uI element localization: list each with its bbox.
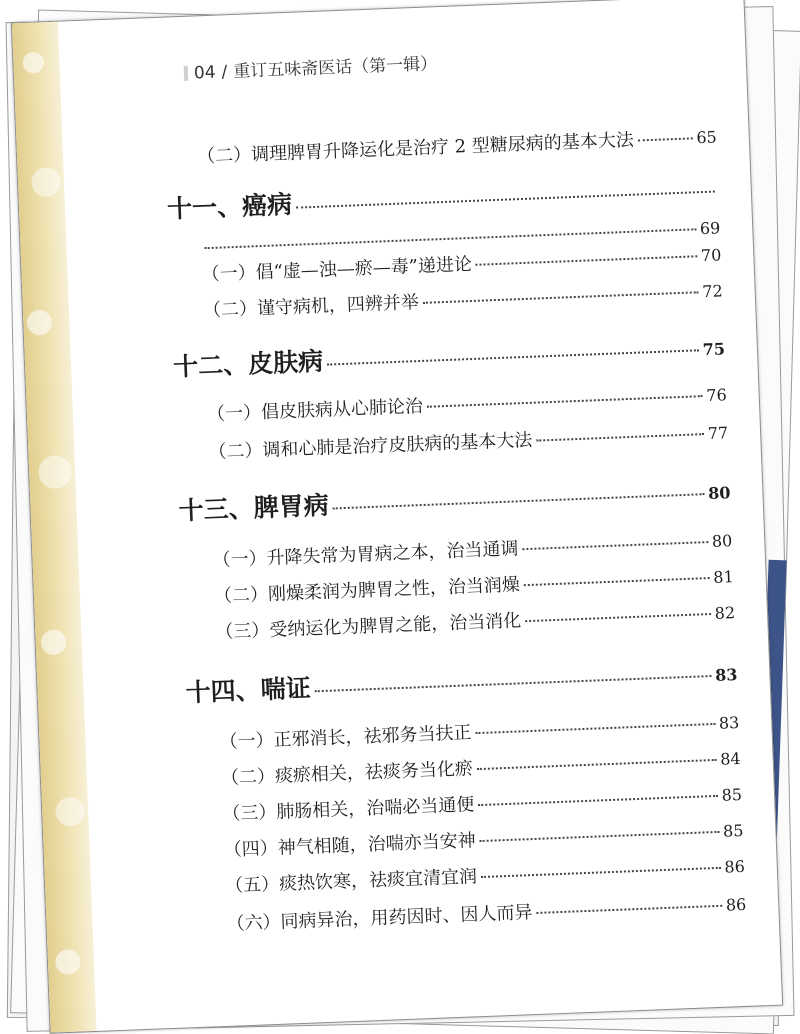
toc-section-heading[interactable] [166,168,719,225]
toc-entry-page: 70 [700,245,722,266]
toc-leader-dots [475,723,715,734]
toc-leader-dots [296,191,715,209]
toc-entry-label: （五）痰热饮寒，祛痰宜清宜润 [224,866,478,897]
toc-leader-dots [333,493,705,509]
toc-leader-dots [427,395,703,408]
toc-leader-dots [524,577,710,586]
toc-leader-dots [536,905,722,914]
toc-leader-dots [522,541,708,550]
toc-entry-label: （一）倡“虚—浊—瘀—毒”递进论 [201,253,473,286]
document-page [11,0,783,1034]
toc-entry-page: 85 [721,784,743,805]
toc-entry-page: 77 [707,423,729,444]
toc-section-page: 80 [707,483,731,504]
toc-entry-label: （一）正邪消长，祛邪务当扶正 [219,722,472,753]
toc-entry-page: 65 [696,127,718,148]
toc-leader-dots [480,831,720,842]
toc-leader-dots [423,291,699,304]
toc-section-heading[interactable] [172,326,725,383]
toc-section-label: 十二、皮肤病 [172,346,324,382]
toc-entry-label: （二）痰瘀相关，祛痰务当化瘀 [220,758,474,789]
toc-entry[interactable] [226,890,747,936]
toc-section-page: 75 [702,339,726,360]
toc-entry-page: 83 [718,713,740,733]
toc-section-label: 十三、脾胃病 [178,490,330,526]
toc-leader-dots [327,349,699,365]
toc-entry-page: 69 [699,218,721,239]
toc-entry-page: 76 [705,385,728,406]
running-header [183,49,437,84]
toc-entry-page: 80 [711,531,733,551]
header-book-title: 重订五味斋医话（第一辑） [232,54,438,82]
toc-leader-dots [476,255,697,265]
toc-entry-page: 72 [701,281,724,302]
toc-leader-dots [536,433,704,441]
toc-section-page: 83 [714,665,738,685]
toc-section-heading[interactable] [178,470,731,527]
toc-entry-label: （二）刚燥柔润为脾胃之性，治当润燥 [213,574,521,608]
toc-entry[interactable] [208,418,729,464]
toc-entry-page: 81 [712,567,735,587]
toc-entry-label: （二）调和心肺是治疗皮肤病的基本大法 [208,429,533,464]
toc-leader-dots [638,137,693,141]
toc-entry-page: 86 [725,894,747,915]
toc-leader-dots [481,867,721,878]
toc-entry-label: （一）升降失常为胃病之本，治当通调 [212,538,519,572]
header-separator: / [221,62,228,83]
toc-entry-page: 84 [719,748,742,769]
toc-entry-label: （一）倡皮肤病从心肺论治 [206,395,424,426]
toc-section-heading[interactable] [185,652,738,709]
toc-leader-dots [525,613,711,622]
toc-entry-label: （三）受纳运化为脾胃之能，治当消化 [215,610,522,644]
toc-entry-label: （二）谨守病机，四辨并举 [202,292,420,322]
toc-entry-page: 85 [722,820,744,841]
toc-leader-dots [477,759,717,770]
toc-section-label: 十四、喘证 [185,673,312,708]
toc-entry-label: （六）同病异治，用药因时、因人而异 [226,902,533,935]
toc-entry-page: 86 [724,856,746,877]
toc-entry[interactable] [206,380,727,426]
toc-entry-label: （四）神气相随，治喘亦当安神 [223,830,477,861]
toc-entry-label: （三）肺肠相关，治喘必当通便 [222,794,475,825]
header-page-number: 04 [193,62,216,84]
toc-entry-label: （二）调理脾胃升降运化是治疗 2 型糖尿病的基本大法 [196,129,635,168]
toc-leader-dots [315,675,712,692]
toc-leader-dots [478,795,718,806]
toc-entry-page: 82 [714,603,736,623]
header-bar-icon [184,66,189,81]
toc-section-label: 十一、癌病 [166,189,293,224]
toc-entry[interactable] [197,122,718,168]
